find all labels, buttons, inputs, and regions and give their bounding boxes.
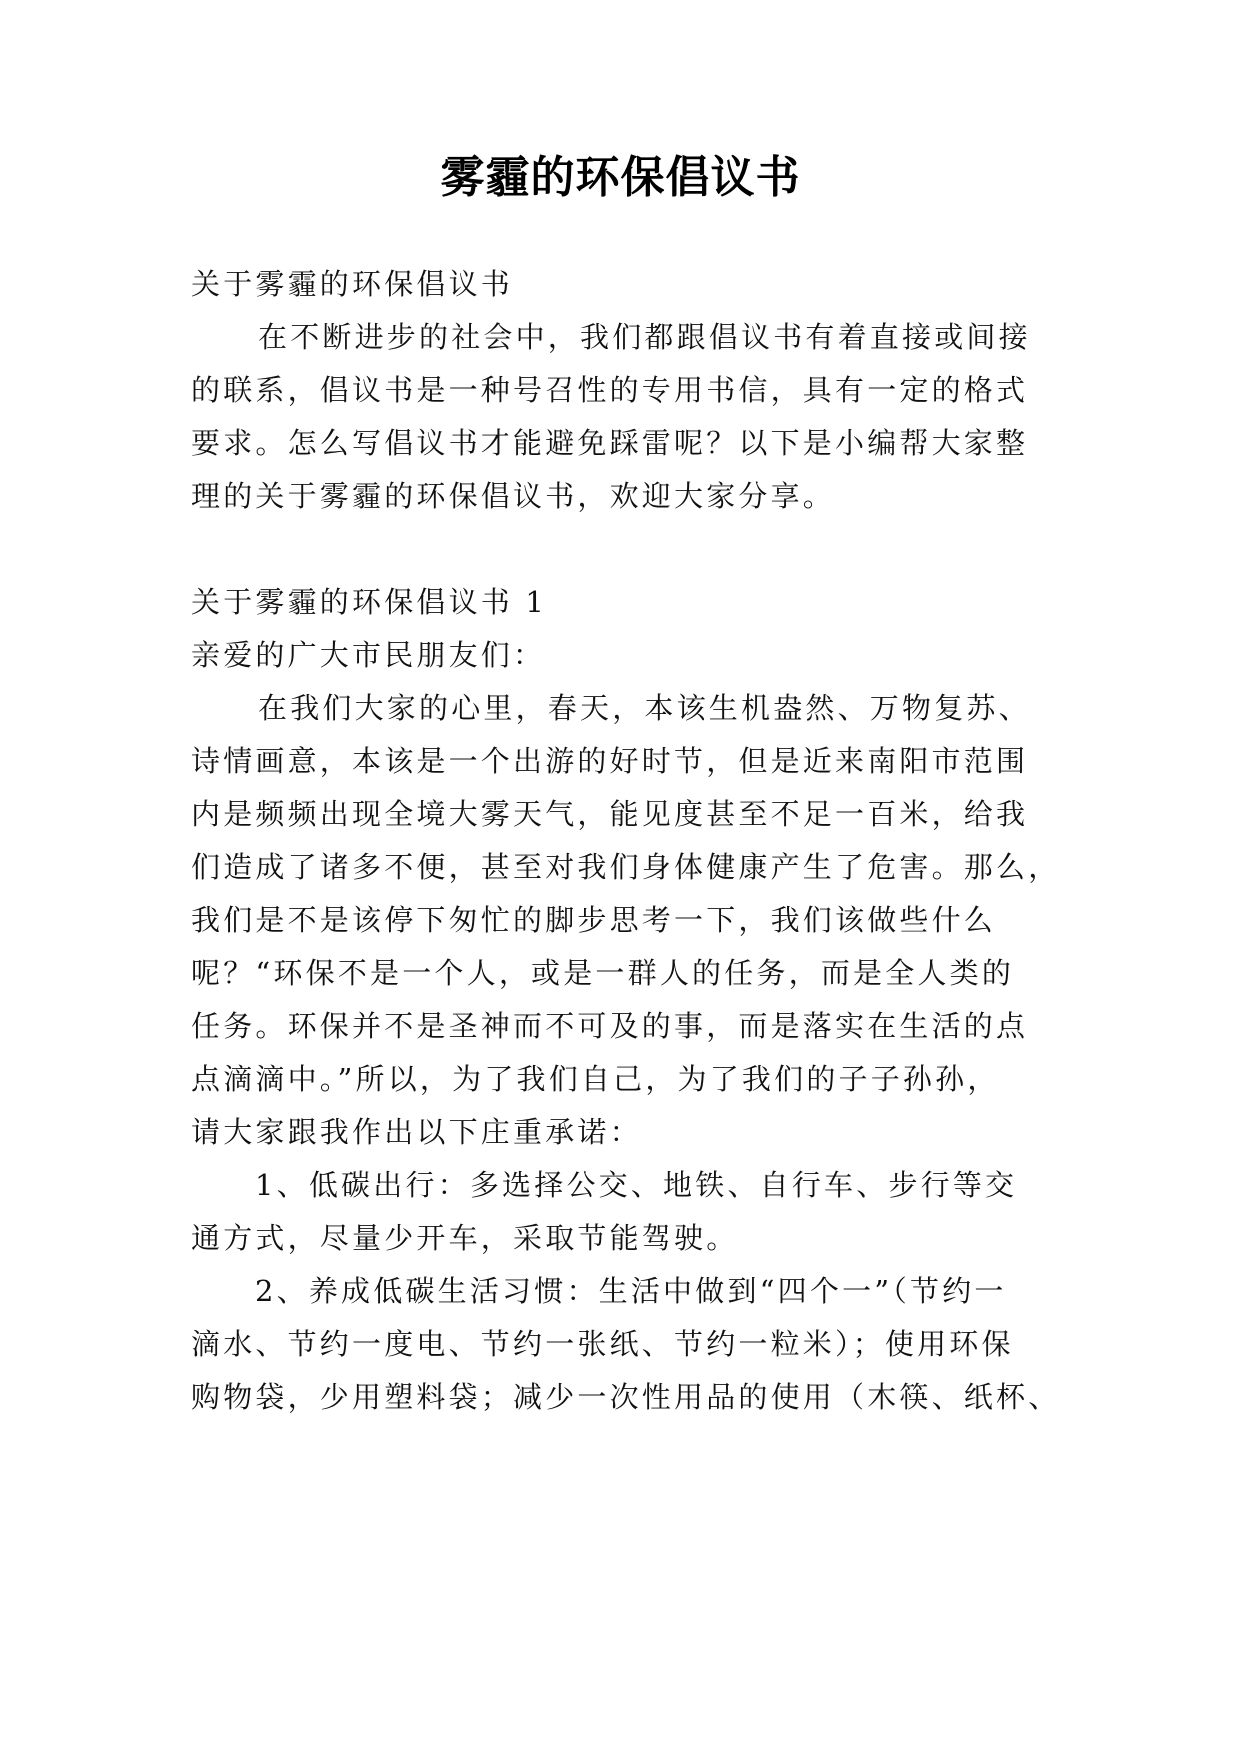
pledge-item-2-line-3: 购物袋，少用塑料袋；减少一次性用品的使用（木筷、纸杯、 xyxy=(191,1380,1061,1414)
pledge-item-2-line-1: 2、养成低碳生活习惯：生活中做到“四个一”（节约一 xyxy=(255,1274,1007,1308)
pledge-item-1-line-2: 通方式，尽量少开车，采取节能驾驶。 xyxy=(191,1221,739,1255)
body-line-7: 任务。环保并不是圣神而不可及的事，而是落实在生活的点 xyxy=(191,1009,1029,1043)
intro-line-3: 要求。怎么写倡议书才能避免踩雷呢？以下是小编帮大家整 xyxy=(191,426,1029,460)
body-line-5: 我们是不是该停下匆忙的脚步思考一下，我们该做些什么 xyxy=(191,903,997,937)
body-line-4: 们造成了诸多不便，甚至对我们身体健康产生了危害。那么， xyxy=(191,850,1061,884)
intro-line-2: 的联系，倡议书是一种号召性的专用书信，具有一定的格式 xyxy=(191,373,1029,407)
pledge-item-1-line-1: 1、低碳出行：多选择公交、地铁、自行车、步行等交 xyxy=(255,1168,1018,1202)
subheading: 关于雾霾的环保倡议书 xyxy=(191,267,514,301)
document-title: 雾霾的环保倡议书 xyxy=(440,152,801,203)
body-line-2: 诗情画意，本该是一个出游的好时节，但是近来南阳市范围 xyxy=(191,744,1029,778)
body-line-8: 点滴滴中。”所以，为了我们自己，为了我们的子子孙孙， xyxy=(191,1062,1000,1096)
intro-line-1: 在不断进步的社会中，我们都跟倡议书有着直接或间接 xyxy=(258,320,1031,354)
salutation: 亲爱的广大市民朋友们： xyxy=(191,638,546,672)
body-line-1: 在我们大家的心里，春天，本该生机盎然、万物复苏、 xyxy=(258,691,1031,725)
body-line-6: 呢？“环保不是一个人，或是一群人的任务，而是全人类的 xyxy=(191,956,1015,990)
intro-line-4: 理的关于雾霾的环保倡议书，欢迎大家分享。 xyxy=(191,479,836,513)
pledge-item-2-line-2: 滴水、节约一度电、节约一张纸、节约一粒米）；使用环保 xyxy=(191,1327,1014,1361)
body-line-3: 内是频频出现全境大雾天气，能见度甚至不足一百米，给我 xyxy=(191,797,1029,831)
body-line-9: 请大家跟我作出以下庄重承诺： xyxy=(191,1115,642,1149)
section-heading-1: 关于雾霾的环保倡议书 1 xyxy=(191,585,548,619)
